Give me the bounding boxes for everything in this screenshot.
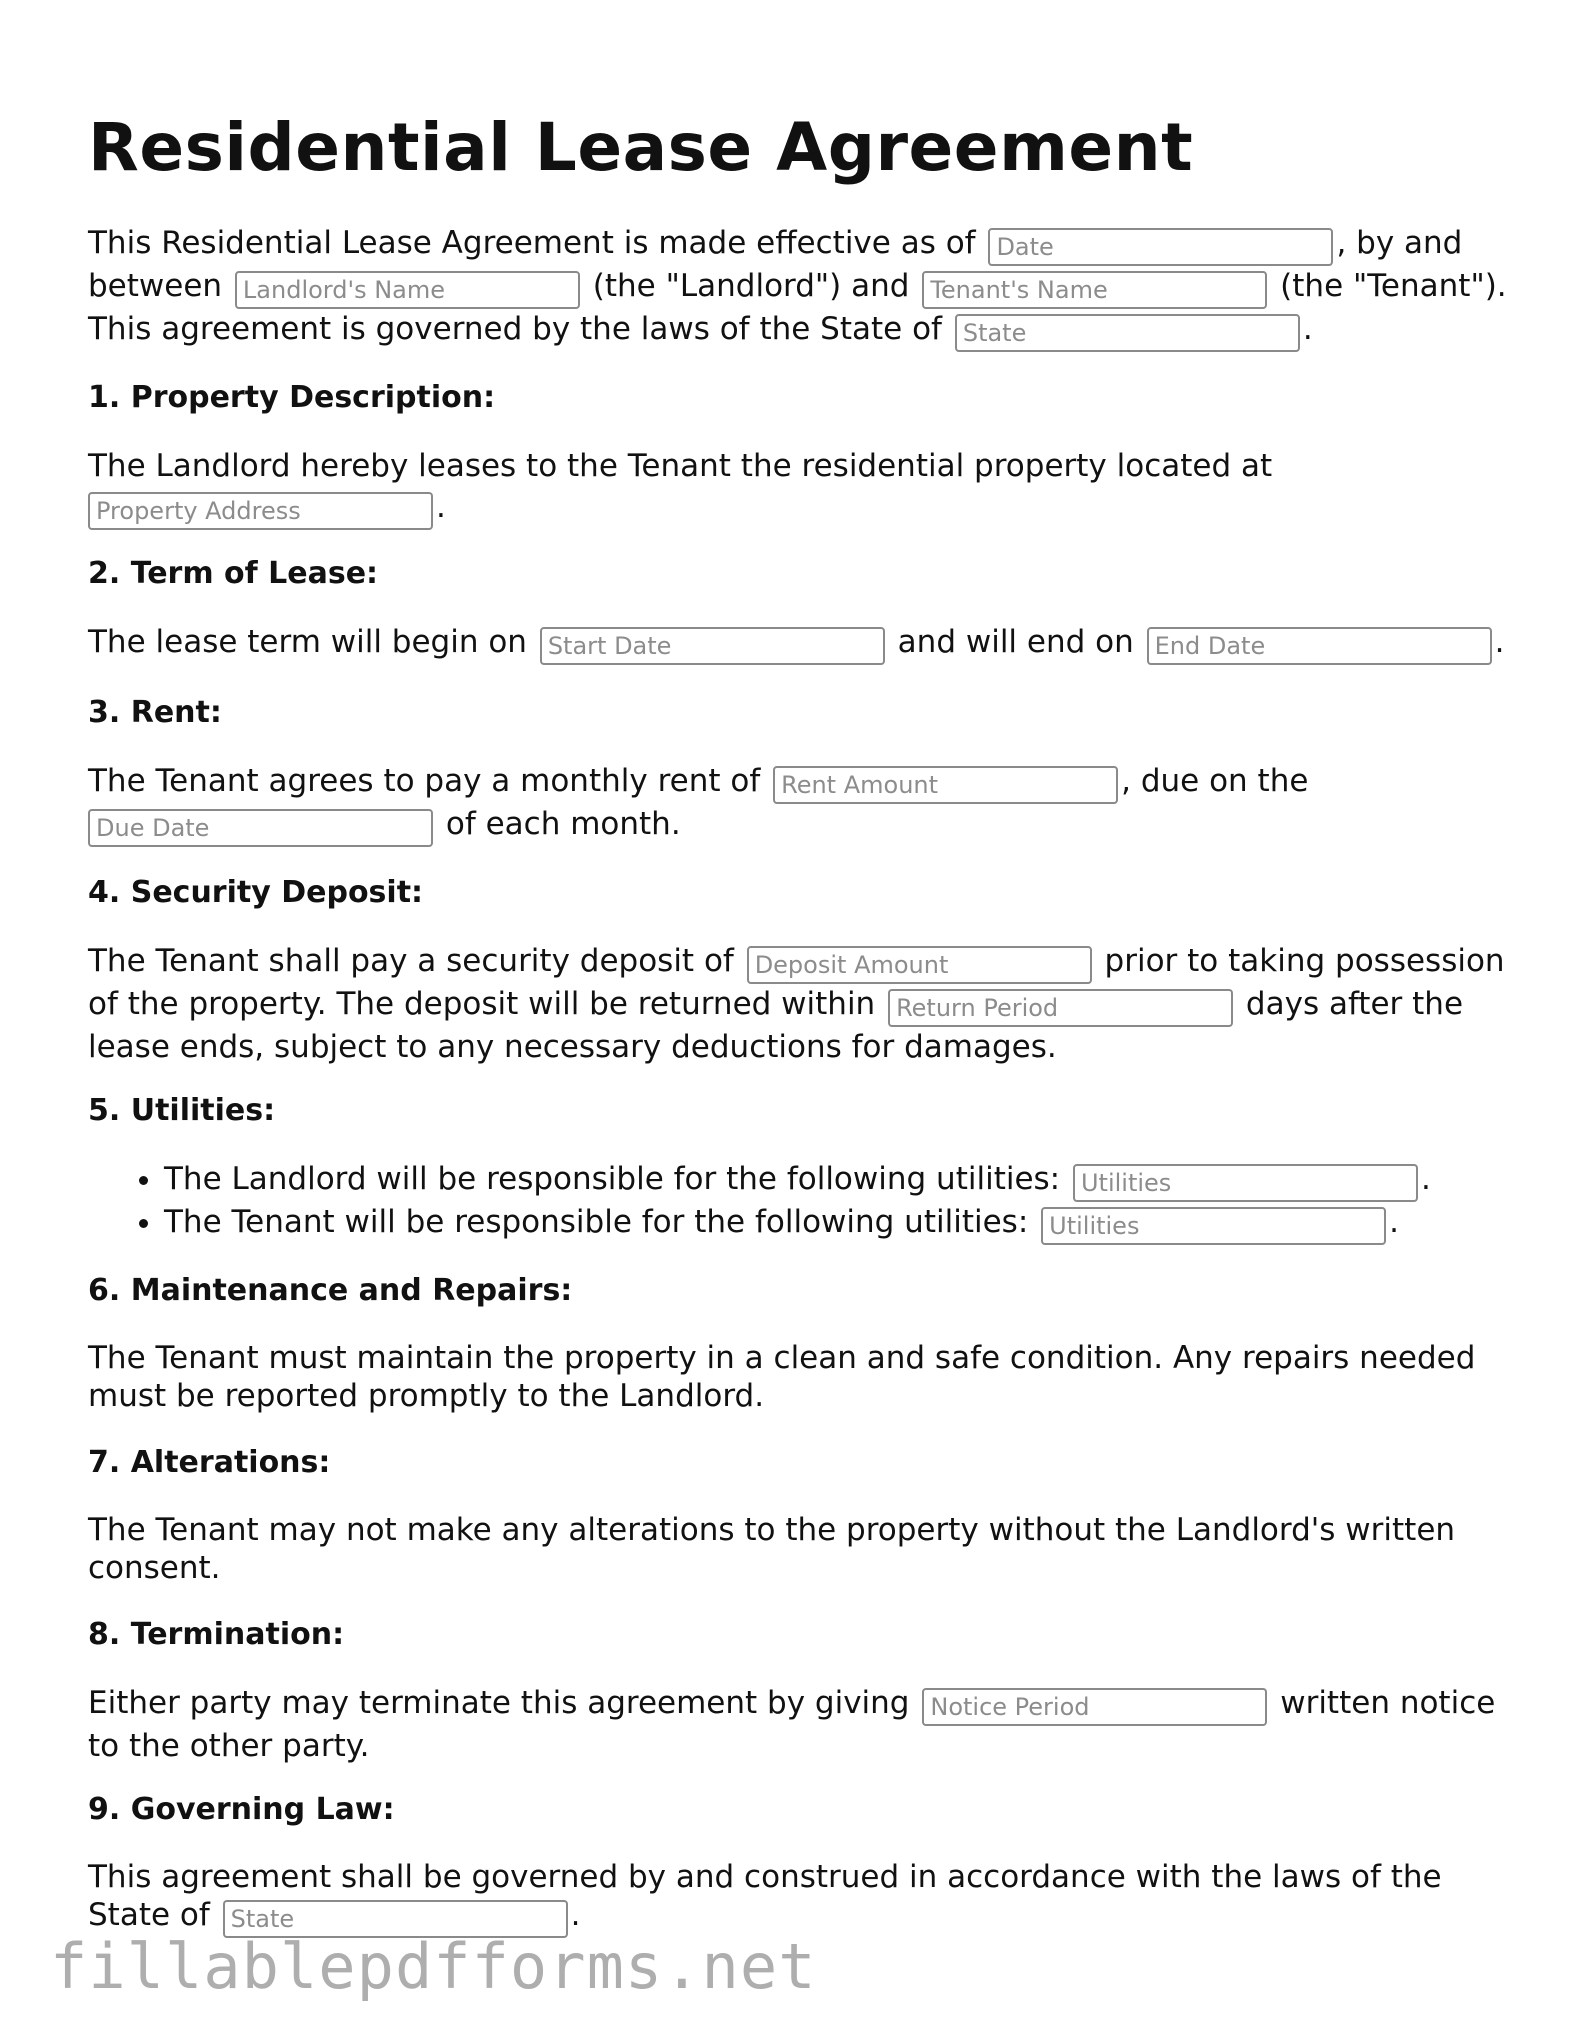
section-heading-property: 1. Property Description: <box>88 380 496 415</box>
governing-law-paragraph: This agreement shall be governed by and construed in accordance with the laws of the State of State . <box>88 1858 1508 1938</box>
maintenance-section <box>88 1271 1508 1415</box>
tenant-name-field[interactable] <box>922 271 1267 309</box>
due-date-field[interactable] <box>88 809 433 847</box>
section-heading-maintenance: 6. Maintenance and Repairs: <box>88 1273 573 1308</box>
landlord-name-field[interactable] <box>235 271 580 309</box>
property-paragraph: The Landlord hereby leases to the Tenant the residential property located at Property Address. <box>88 446 1508 530</box>
term-paragraph: The lease term will begin on Start Date and will end on End Date . <box>88 622 1508 665</box>
section-heading-deposit: 4. Security Deposit: <box>88 875 424 910</box>
effective-date-field[interactable] <box>988 228 1333 266</box>
notice-period-field[interactable] <box>922 1688 1267 1726</box>
deposit-paragraph: The Tenant shall pay a security deposit of Deposit Amount prior to taking possession of the property. The deposit will be returned within Return Period days after the lease ends, subject to any necessary deductions for damages. <box>88 941 1508 1068</box>
utilities-section <box>88 1091 1508 1245</box>
rent-section <box>88 693 1508 847</box>
watermark: fillablepdfforms.net <box>50 1930 817 2003</box>
return-period-field[interactable] <box>888 989 1233 1027</box>
section-heading-rent: 3. Rent: <box>88 695 222 730</box>
rent-amount-field[interactable] <box>773 766 1118 804</box>
rent-paragraph: The Tenant agrees to pay a monthly rent of Rent Amount , due on the Due Date of each month. <box>88 761 1508 847</box>
end-date-field[interactable] <box>1147 627 1492 665</box>
term-section <box>88 554 1508 665</box>
termination-paragraph: Either party may terminate this agreement by giving Notice Period written notice to the other party. <box>88 1683 1508 1767</box>
deposit-amount-field[interactable] <box>747 946 1092 984</box>
termination-section <box>88 1615 1508 1767</box>
section-heading-governing-law: 9. Governing Law: <box>88 1792 395 1827</box>
alterations-section <box>88 1443 1508 1587</box>
intro-paragraph: This Residential Lease Agreement is made effective as of Date , by and between Landlord's Name (the "Landlord") and Tenant's Name (the "Tenant"). This agreement is governed by the laws of the State of State . <box>88 223 1508 352</box>
document-title: Residential Lease Agreement <box>88 109 1194 186</box>
landlord-utilities-field[interactable] <box>1073 1164 1418 1202</box>
maintenance-paragraph: The Tenant must maintain the property in a clean and safe condition. Any repairs needed must be reported promptly to the Landlord. <box>88 1340 1476 1414</box>
list-item: • The Tenant will be responsible for the following utilities: Utilities . <box>164 1202 1508 1245</box>
list-item: • The Landlord will be responsible for the following utilities: Utilities . <box>164 1159 1508 1202</box>
start-date-field[interactable] <box>540 627 885 665</box>
tenant-utilities-field[interactable] <box>1041 1207 1386 1245</box>
intro-section <box>88 223 1508 352</box>
property-address-field[interactable] <box>88 492 433 530</box>
section-heading-term: 2. Term of Lease: <box>88 556 379 591</box>
utilities-list <box>88 1159 1508 1245</box>
property-section <box>88 378 1508 530</box>
section-heading-utilities: 5. Utilities: <box>88 1093 276 1128</box>
section-heading-termination: 8. Termination: <box>88 1617 345 1652</box>
alterations-paragraph: The Tenant may not make any alterations to the property without the Landlord's written consent. <box>88 1512 1456 1586</box>
deposit-section <box>88 873 1508 1068</box>
section-heading-alterations: 7. Alterations: <box>88 1445 331 1480</box>
governing-law-section <box>88 1790 1508 1938</box>
state-field[interactable] <box>955 314 1300 352</box>
